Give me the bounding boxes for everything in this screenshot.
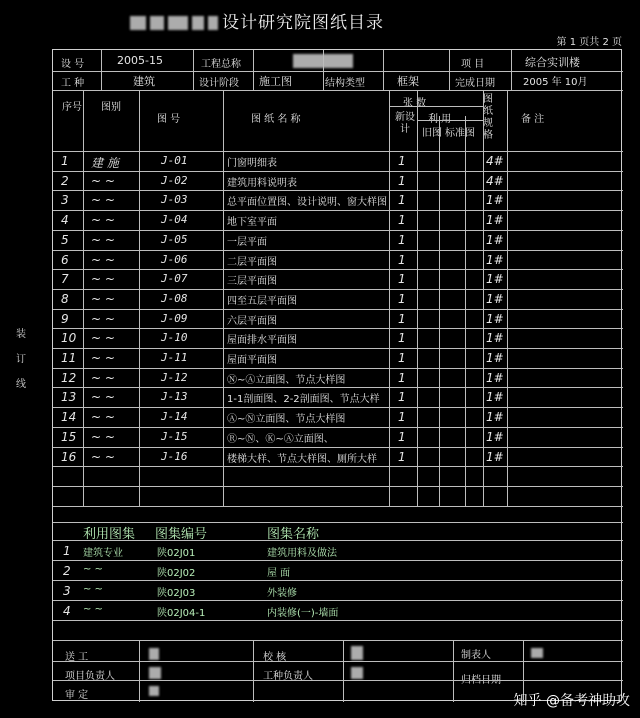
rule	[53, 506, 623, 507]
trade-label: 工 种	[61, 78, 85, 89]
footer-maker: 制表人	[461, 650, 491, 661]
row-category: ~ ~	[91, 252, 115, 267]
atlas-seq: 4	[63, 604, 71, 618]
row-drawing-name: 总平面位置图、设计说明、窗大样图	[227, 197, 387, 209]
row-drawing-no: J-09	[161, 311, 188, 325]
atlas-code: 陕02J04-1	[157, 608, 206, 619]
row-sheet-count: 1	[398, 173, 406, 188]
atlas-name-header: 图集名称	[267, 527, 320, 542]
redacted-block	[149, 648, 159, 660]
row-drawing-no: J-02	[161, 173, 188, 187]
row-paper-size: 1#	[486, 232, 504, 247]
rule	[193, 50, 194, 90]
rule	[323, 50, 324, 90]
rule	[83, 91, 84, 506]
watermark: 知乎 @备考神助攻	[513, 693, 630, 709]
redacted-block	[192, 16, 204, 30]
row-category: ~ ~	[91, 449, 115, 464]
rule	[53, 171, 623, 172]
row-paper-size: 1#	[486, 449, 504, 464]
atlas-seq: 3	[63, 584, 71, 598]
title-text: 设计研究院图纸目录	[222, 13, 384, 33]
rule	[483, 91, 484, 506]
row-sheet-count: 1	[398, 213, 406, 228]
rule	[253, 50, 254, 90]
trade-value: 建筑	[133, 75, 155, 88]
row-drawing-no: J-03	[161, 193, 188, 207]
row-seq: 13	[61, 390, 77, 405]
row-paper-size: 1#	[486, 272, 504, 287]
row-category: ~ ~	[91, 390, 115, 405]
rule	[53, 328, 623, 329]
project-value: 综合实训楼	[525, 56, 580, 69]
rule	[53, 620, 623, 621]
row-seq: 11	[61, 351, 77, 365]
row-paper-size: 1#	[486, 351, 504, 365]
row-category: ~ ~	[91, 351, 115, 365]
row-paper-size: 1#	[486, 429, 504, 444]
rule	[53, 387, 623, 388]
stage-value: 施工图	[259, 75, 292, 88]
row-seq: 5	[61, 232, 69, 247]
rule	[53, 289, 623, 290]
row-drawing-name: 六层平面图	[227, 315, 277, 327]
row-seq: 6	[61, 252, 69, 267]
rule	[53, 309, 623, 310]
atlas-name: 屋 面	[267, 568, 291, 579]
rule	[449, 50, 450, 90]
row-sheet-count: 1	[398, 193, 406, 208]
row-drawing-no: J-10	[161, 331, 188, 345]
rule	[253, 640, 254, 702]
row-drawing-name: 二层平面图	[227, 256, 277, 268]
rule	[53, 190, 623, 191]
row-sheet-count: 1	[398, 232, 406, 247]
row-drawing-no: J-07	[161, 272, 188, 286]
rule	[53, 269, 623, 270]
atlas-category: 建筑专业	[83, 548, 123, 559]
row-drawing-name: 四至五层平面图	[227, 295, 297, 307]
atlas-category: ~ ~	[83, 584, 103, 595]
col-drawing-no: 图 号	[157, 114, 181, 125]
row-seq: 9	[61, 311, 69, 326]
row-seq: 8	[61, 291, 69, 306]
row-drawing-no: J-15	[161, 429, 188, 443]
col-remark: 备 注	[521, 114, 545, 125]
row-seq: 12	[61, 370, 77, 385]
footer-submit: 送 工	[65, 652, 89, 663]
row-drawing-name: Ⓡ~Ⓝ、Ⓚ~Ⓐ立面图、	[227, 433, 334, 445]
row-seq: 2	[61, 173, 69, 188]
row-sheet-count: 1	[398, 449, 406, 464]
redacted-block	[150, 16, 164, 30]
atlas-name: 外装修	[267, 588, 297, 599]
chief-label: 工程总称	[201, 59, 241, 70]
rule	[223, 91, 224, 506]
row-category: ~ ~	[91, 213, 115, 228]
rule	[53, 560, 623, 561]
atlas-code-header: 图集编号	[155, 527, 208, 542]
row-category: ~ ~	[91, 311, 115, 326]
row-drawing-no: J-01	[161, 154, 188, 167]
project-label: 项 目	[461, 59, 485, 70]
row-sheet-count: 1	[398, 390, 406, 405]
row-paper-size: 1#	[486, 311, 504, 326]
rule	[53, 427, 623, 428]
row-drawing-no: J-05	[161, 232, 188, 246]
row-drawing-no: J-16	[161, 449, 188, 463]
atlas-category: ~ ~	[83, 604, 103, 615]
row-sheet-count: 1	[398, 351, 406, 365]
col-new: 新设计	[395, 112, 415, 135]
row-paper-size: 1#	[486, 331, 504, 346]
rule	[139, 91, 140, 506]
date-label: 完成日期	[455, 78, 495, 89]
row-sheet-count: 1	[398, 331, 406, 346]
rule	[511, 50, 512, 90]
col-old: 旧图	[422, 128, 442, 139]
col-drawing-name: 图 纸 名 称	[251, 114, 301, 125]
rule	[53, 348, 623, 349]
footer-archive: 归档日期	[461, 675, 501, 686]
redacted-block	[351, 646, 363, 660]
row-drawing-name: 建筑用料说明表	[227, 177, 297, 189]
atlas-seq: 1	[63, 544, 71, 558]
atlas-code: 陕02J03	[157, 588, 196, 599]
date-value: 2005 年 10月	[523, 77, 588, 88]
page-info: 第 1 页共 2 页	[556, 37, 622, 48]
rule	[389, 91, 390, 506]
redacted-block	[130, 16, 146, 30]
side-mark: 线	[16, 379, 26, 390]
row-sheet-count: 1	[398, 272, 406, 287]
redacted-block	[208, 16, 218, 30]
row-drawing-no: J-12	[161, 370, 188, 384]
row-seq: 4	[61, 213, 69, 228]
atlas-code: 陕02J01	[157, 548, 196, 559]
row-paper-size: 1#	[486, 291, 504, 306]
row-paper-size: 1#	[486, 370, 504, 385]
row-sheet-count: 1	[398, 252, 406, 267]
rule	[53, 368, 623, 369]
col-reuse: 利 用	[428, 114, 452, 125]
row-sheet-count: 1	[398, 311, 406, 326]
footer-check: 校 核	[263, 652, 287, 663]
rule	[453, 640, 454, 702]
rule	[383, 50, 384, 90]
catalog-sheet	[52, 49, 622, 701]
row-drawing-no: J-06	[161, 252, 188, 266]
row-paper-size: 4#	[486, 173, 504, 188]
row-sheet-count: 1	[398, 370, 406, 385]
row-drawing-no: J-08	[161, 291, 188, 305]
row-drawing-name: Ⓐ~Ⓝ立面图、节点大样图	[227, 414, 346, 426]
footer-pm: 项目负责人	[65, 671, 115, 682]
row-drawing-no: J-11	[161, 351, 188, 364]
row-paper-size: 1#	[486, 410, 504, 425]
redacted-block	[149, 686, 159, 696]
row-seq: 1	[61, 154, 69, 168]
row-category: 建 施	[91, 156, 119, 170]
row-sheet-count: 1	[398, 154, 406, 168]
redacted-block	[168, 16, 188, 30]
footer-trade-lead: 工种负责人	[263, 671, 313, 682]
redacted-block	[531, 648, 543, 658]
row-drawing-name: 屋面排水平面图	[227, 335, 297, 347]
rule	[53, 600, 623, 601]
design-no-value: 2005-15	[117, 54, 163, 67]
rule	[507, 91, 508, 506]
atlas-code: 陕02J02	[157, 568, 196, 579]
rule	[53, 407, 623, 408]
stage-label: 设计阶段	[199, 78, 239, 89]
row-drawing-no: J-13	[161, 390, 188, 404]
row-drawing-name: 三层平面图	[227, 276, 277, 288]
rule	[53, 447, 623, 448]
row-seq: 3	[61, 193, 69, 208]
rule	[53, 522, 623, 523]
col-size: 图纸规格	[483, 94, 493, 141]
rule	[53, 71, 623, 72]
rule	[53, 250, 623, 251]
row-category: ~ ~	[91, 410, 115, 425]
col-sheets: 张 数	[403, 98, 427, 109]
row-drawing-name: 屋面平面图	[227, 355, 277, 366]
row-category: ~ ~	[91, 291, 115, 306]
atlas-name: 建筑用料及做法	[267, 548, 337, 559]
design-no-label: 设 号	[61, 59, 85, 70]
row-drawing-no: J-14	[161, 410, 188, 424]
row-category: ~ ~	[91, 232, 115, 247]
side-mark: 装	[16, 329, 26, 340]
row-drawing-name: Ⓝ~Ⓐ立面图、节点大样图	[227, 374, 346, 386]
row-seq: 16	[61, 449, 77, 464]
row-drawing-name: 地下室平面	[227, 217, 277, 229]
col-std: 标准图	[445, 128, 475, 139]
row-paper-size: 1#	[486, 193, 504, 208]
atlas-name: 内装修(一)-墙面	[267, 608, 339, 619]
rule	[417, 91, 418, 506]
rule	[417, 120, 483, 121]
document-title	[130, 8, 384, 33]
rule	[139, 640, 140, 702]
row-paper-size: 1#	[486, 213, 504, 228]
row-drawing-name: 一层平面	[227, 236, 267, 248]
rule	[53, 540, 623, 541]
rule	[389, 106, 483, 107]
col-atlas: 图别	[101, 102, 121, 113]
rule	[53, 486, 623, 487]
side-mark: 订	[16, 354, 26, 365]
row-category: ~ ~	[91, 193, 115, 208]
row-drawing-name: 楼梯大样、节点大样图、厕所大样	[227, 453, 377, 465]
structure-label: 结构类型	[325, 78, 365, 89]
rule	[53, 466, 623, 467]
row-category: ~ ~	[91, 173, 115, 188]
rule	[101, 50, 102, 90]
footer-approve: 审 定	[65, 690, 89, 701]
row-category: ~ ~	[91, 429, 115, 444]
row-paper-size: 1#	[486, 390, 504, 405]
rule	[53, 210, 623, 211]
structure-value: 框架	[397, 75, 419, 88]
atlas-use-header: 利用图集	[83, 527, 136, 542]
row-sheet-count: 1	[398, 410, 406, 425]
row-category: ~ ~	[91, 370, 115, 385]
row-drawing-no: J-04	[161, 213, 188, 227]
rule	[343, 640, 344, 702]
rule	[53, 230, 623, 231]
row-seq: 7	[61, 272, 69, 287]
atlas-seq: 2	[63, 564, 71, 578]
redacted-block	[351, 667, 363, 679]
row-category: ~ ~	[91, 272, 115, 287]
atlas-category: ~ ~	[83, 564, 103, 575]
row-seq: 14	[61, 410, 77, 425]
row-sheet-count: 1	[398, 291, 406, 306]
row-seq: 15	[61, 429, 77, 444]
row-sheet-count: 1	[398, 429, 406, 444]
rule	[53, 580, 623, 581]
row-paper-size: 4#	[486, 154, 504, 168]
row-seq: 10	[61, 331, 77, 346]
redacted-block	[149, 667, 161, 679]
row-paper-size: 1#	[486, 252, 504, 267]
row-drawing-name: 门窗明细表	[227, 158, 277, 169]
col-seq: 序号	[62, 102, 82, 113]
row-drawing-name: 1-1剖面图、2-2剖面图、节点大样	[227, 394, 380, 406]
row-category: ~ ~	[91, 331, 115, 346]
rule	[53, 151, 623, 152]
